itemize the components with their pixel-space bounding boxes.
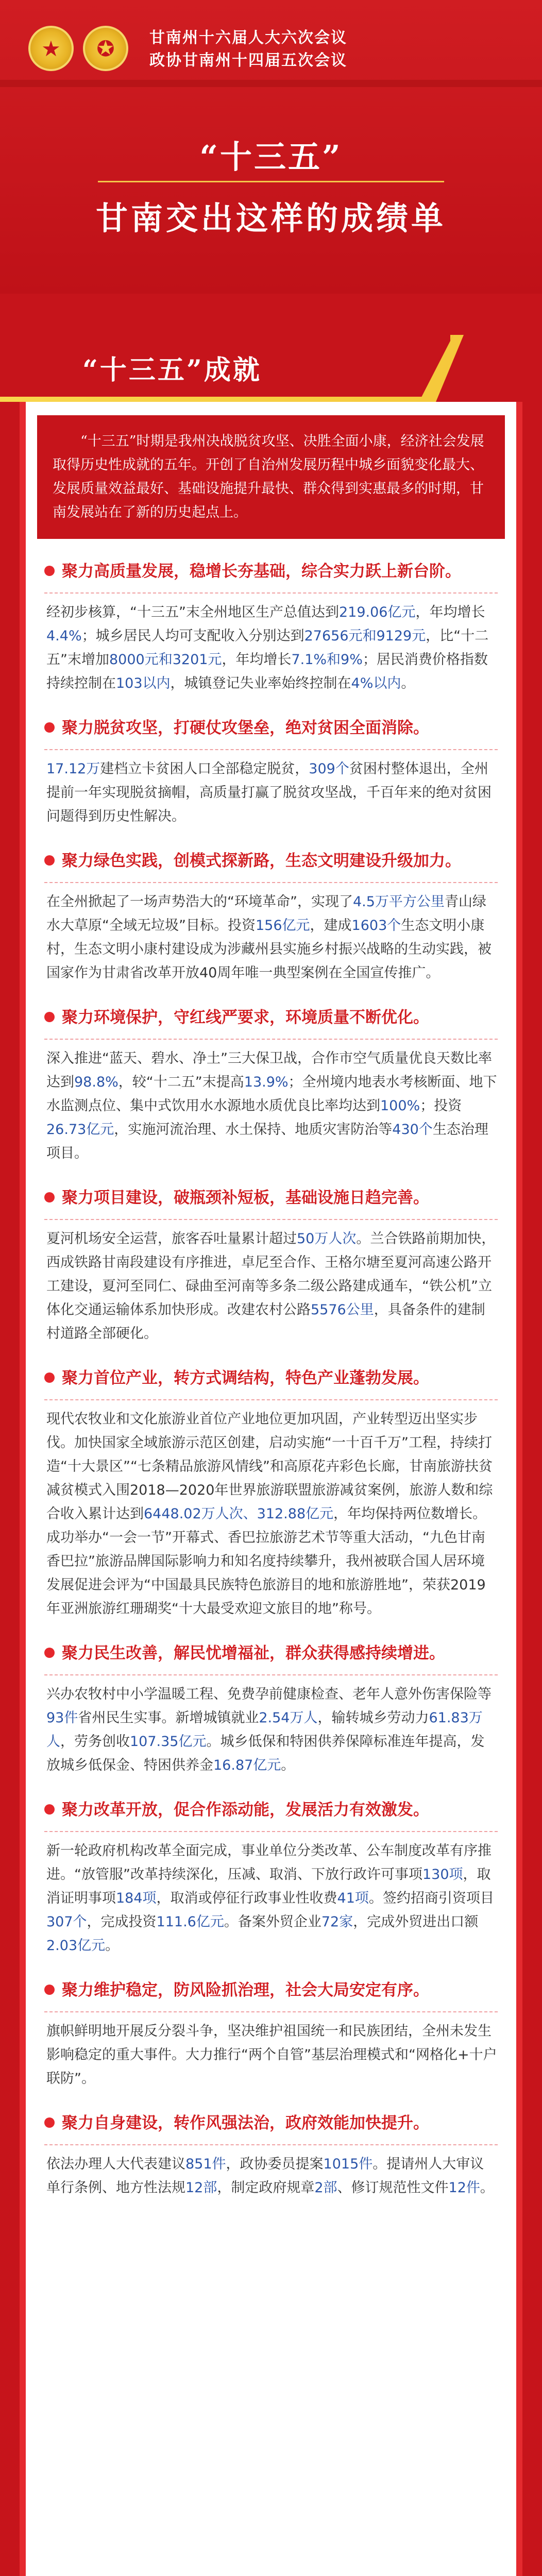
body-text: ，实施河流治理、水土保持、地质灾害防治等	[114, 1122, 393, 1138]
highlighted-figure: 5576公里	[311, 1302, 374, 1318]
body-text: ，年均增长	[222, 652, 292, 668]
highlighted-figure: 1603个	[351, 918, 401, 934]
header	[0, 0, 542, 294]
body-text: 依法办理人大代表建议	[46, 2156, 185, 2172]
bullet-dot-icon	[44, 1804, 55, 1815]
section-divider	[44, 1831, 498, 1832]
highlighted-figure: 219.06亿元	[338, 604, 416, 620]
bullet-dot-icon	[44, 2117, 55, 2128]
bullet-dot-icon	[44, 1012, 55, 1022]
section-divider	[44, 1399, 498, 1400]
highlighted-figure: 103以内	[116, 675, 171, 691]
section-heading	[44, 1978, 498, 2002]
section-title: 聚力民生改善，解民忧增福祉，群众获得感持续增进。	[62, 1644, 445, 1663]
highlighted-figure: 107.35亿元	[130, 1734, 207, 1750]
body-text: ，取消证明事项	[46, 1867, 491, 1906]
section-title: 聚力环境保护，守红线严要求，环境质量不断优化。	[62, 1008, 429, 1027]
achievement-section	[26, 1366, 516, 1621]
achievement-section	[26, 1798, 516, 1958]
body-text: 。备案外贸企业	[224, 1914, 321, 1930]
body-text: 贫困村整体退出，全州提前一年实现脱贫摘帽，高质量打赢了脱贫攻坚战，千百年来的绝对贫困问题得到历史性解决。	[46, 761, 492, 824]
conference-line-1: 甘南州十六届人大六次会议	[149, 29, 347, 47]
body-text: ，政协委员提案	[226, 2156, 324, 2172]
highlighted-figure: 93件	[46, 1710, 78, 1726]
highlighted-figure: 72家	[321, 1914, 353, 1930]
highlighted-figure: 2.54万人	[259, 1710, 318, 1726]
body-text: 经初步核算，“十三五”末全州地区生产总值达到	[46, 604, 339, 620]
highlighted-figure: 430个	[392, 1122, 433, 1138]
body-text: ；城乡居民人均可支配收入分别达到	[81, 628, 304, 644]
section-body	[44, 890, 498, 985]
section-divider	[44, 592, 498, 594]
highlighted-figure: 41项	[337, 1890, 369, 1906]
body-text: ，年均保持两位数增长。成功举办“一会一节”开幕式、香巴拉旅游艺术节等重大活动，“九色甘南香巴拉”旅游品牌国际影响力和知名度持续攀升，我州被联合国人居环境发展促进会评为“中国最具民族特色旅游目的地和旅游胜地”，荣获2019年亚洲旅游红珊瑚奖“十大最受欢迎文旅目的地”称号。	[46, 1506, 487, 1617]
conference-line-2: 政协甘南州十四届五次会议	[149, 52, 347, 70]
highlighted-figure: 4.4%	[46, 628, 82, 644]
title-divider	[98, 181, 444, 182]
body-text: 生态治理项目。	[46, 1122, 488, 1161]
highlighted-figure: 851件	[185, 2156, 226, 2172]
bullet-dot-icon	[44, 1192, 55, 1202]
highlighted-figure: 98.8%	[74, 1074, 118, 1090]
section-body	[44, 757, 498, 828]
highlighted-figure: 16.87亿元	[213, 1757, 281, 1773]
body-text: 、修订规范性文件	[337, 2180, 449, 2196]
body-text: 。	[401, 675, 415, 691]
section-body	[44, 601, 498, 696]
highlighted-figure: 156亿元	[255, 918, 310, 934]
highlighted-figure: 307个	[46, 1914, 87, 1930]
section-title: 聚力首位产业，转方式调结构，特色产业蓬勃发展。	[62, 1369, 429, 1387]
achievement-section	[26, 1978, 516, 2091]
highlighted-figure: 6448.02万人次、312.88亿元	[144, 1506, 334, 1522]
body-text: ，劳务创收	[60, 1734, 130, 1750]
body-text: 。	[281, 1757, 295, 1773]
body-text: ，制定政府规章	[217, 2180, 315, 2196]
highlighted-figure: 8000元和3201元	[109, 652, 222, 668]
highlighted-figure: 111.6亿元	[156, 1914, 224, 1930]
highlighted-figure: 100%	[380, 1098, 420, 1114]
highlighted-figure: 17.12万	[46, 761, 100, 777]
body-text: 。提请州人大审议单行条例、地方性法规	[46, 2156, 484, 2196]
achievement-section	[26, 1641, 516, 1777]
section-divider	[44, 749, 498, 750]
highlighted-figure: 50万人次	[297, 1231, 357, 1247]
highlighted-figure: 1015件	[323, 2156, 373, 2172]
main-title-line-2: 甘南交出这样的成绩单	[95, 199, 446, 237]
header-stripe	[0, 80, 542, 87]
achievement-section	[26, 1006, 516, 1165]
section-divider	[44, 2144, 498, 2145]
section-body	[44, 1227, 498, 1346]
section-divider	[44, 2011, 498, 2012]
highlighted-figure: 27656元和9129元	[304, 628, 426, 644]
section-body	[44, 1047, 498, 1165]
body-text: 省州民生实事。新增城镇就业	[78, 1710, 259, 1726]
highlighted-figure: 7.1%和9%	[291, 652, 363, 668]
body-text: ，具备条件的建制村道路全部硬化。	[46, 1302, 485, 1342]
section-heading	[44, 1186, 498, 1210]
body-text: ，较“十二五”末提高	[118, 1074, 244, 1090]
section-title: 聚力项目建设，破瓶颈补短板，基础设施日趋完善。	[62, 1189, 429, 1207]
body-text: 在全州掀起了一场声势浩大的“环境革命”，实现了	[46, 894, 353, 910]
section-title: 聚力绿色实践，创模式探新路，生态文明建设升级加力。	[62, 852, 461, 870]
body-text: ，年均增长	[415, 604, 485, 620]
body-text: 。兰合铁路前期加快，西成铁路甘南段建设有序推进，卓尼至合作、王格尔塘至夏河高速公路开工建设，夏河至同仁、碌曲至河南等多条二级公路建成通车，“铁公机”立体化交通运输体系加快形成。改建农村公路	[46, 1231, 496, 1318]
body-text: 青山绿水大草原“全域无垃圾”目标。投资	[46, 894, 486, 934]
section-divider	[44, 1219, 498, 1220]
section-body	[44, 2020, 498, 2091]
bullet-dot-icon	[44, 1648, 55, 1658]
emblems	[28, 26, 128, 71]
section-divider	[44, 1039, 498, 1040]
achievement-section	[26, 716, 516, 828]
body-text: 生态文明小康村，生态文明小康村建设成为涉藏州县实施乡村振兴战略的生动实践，被国家作为甘肃省改革开放40周年唯一典型案例在全国宣传推广。	[46, 918, 492, 981]
sections-list	[26, 560, 516, 2200]
body-text: 现代农牧业和文化旅游业首位产业地位更加巩固，产业转型迈出坚实步伐。加快国家全域旅游示范区创建，启动实施“一十百千万”工程，持续打造“十大景区”“七条精品旅游风情线”和高原花卉彩色长廊，甘南旅游扶贫减贫模式入围2018—2020年世界旅游联盟旅游减贫案例，旅游人数和综合收入累计达到	[46, 1411, 493, 1522]
highlighted-figure: 4.5万平方公里	[352, 894, 445, 910]
body-text: 旗帜鲜明地开展反分裂斗争，坚决维护祖国统一和民族团结，全州未发生影响稳定的重大事件。大力推行“两个自管”基层治理模式和“网格化+十户联防”。	[46, 2023, 497, 2087]
highlighted-figure: 61.83万人	[46, 1710, 483, 1750]
achievement-section	[26, 560, 516, 696]
highlighted-figure: 309个	[309, 761, 349, 777]
national-emblem-icon: ★	[28, 26, 74, 71]
body-text: ，建成	[310, 918, 352, 934]
cppcc-emblem-icon: ✪	[83, 26, 128, 71]
section-heading	[44, 716, 498, 740]
section-heading	[44, 1798, 498, 1822]
main-title	[0, 131, 542, 239]
section-title: 聚力高质量发展，稳增长夯基础，综合实力跃上新台阶。	[62, 562, 461, 581]
section-heading	[44, 1006, 498, 1029]
body-text: ，比“十二五”末增加	[46, 628, 489, 668]
section-title: 聚力改革开放，促合作添动能，发展活力有效激发。	[62, 1801, 429, 1819]
section-body	[44, 1408, 498, 1621]
body-text: 夏河机场安全运营，旅客吞吐量累计超过	[46, 1231, 297, 1247]
body-text: ；全州境内地表水考核断面、地下水监测点位、集中式饮用水水源地水质优良比率均达到	[46, 1074, 497, 1114]
achievement-section	[26, 849, 516, 985]
highlighted-figure: 13.9%	[244, 1074, 289, 1090]
highlighted-figure: 4%以内	[351, 675, 401, 691]
section-title: 聚力维护稳定，防风险抓治理，社会大局安定有序。	[62, 1981, 429, 1999]
section-heading	[44, 849, 498, 873]
section-divider	[44, 1674, 498, 1675]
body-text: 新一轮政府机构改革全面完成，事业单位分类改革、公车制度改革有序推进。“放管服”改革持续深化，压减、取消、下放行政许可事项	[46, 1843, 492, 1883]
body-text: ，完成外贸进出口额	[353, 1914, 479, 1930]
section-body	[44, 1683, 498, 1777]
body-text: 。	[105, 1938, 120, 1954]
body-text: 建档立卡贫困人口全部稳定脱贫，	[100, 761, 309, 777]
highlighted-figure: 184项	[116, 1890, 157, 1906]
main-title-line-1: “十三五”	[199, 138, 343, 176]
section-heading	[44, 560, 498, 583]
body-text: 。签约招商引资项目	[368, 1890, 494, 1906]
highlighted-figure: 2.03亿元	[46, 1938, 106, 1954]
bullet-dot-icon	[44, 1985, 55, 1995]
section-heading	[44, 1366, 498, 1390]
section-banner-label: “十三五”成就	[82, 354, 262, 386]
highlighted-figure: 12件	[448, 2180, 480, 2196]
body-text: 兴办农牧村中小学温暖工程、免费孕前健康检查、老年人意外伤害保险等	[46, 1686, 492, 1702]
achievement-section	[26, 2111, 516, 2200]
bullet-dot-icon	[44, 722, 55, 733]
body-text: ；居民消费价格指数持续控制在	[46, 652, 488, 691]
bullet-dot-icon	[44, 855, 55, 866]
highlighted-figure: 130项	[422, 1867, 463, 1883]
section-title: 聚力脱贫攻坚，打硬仗攻堡垒，绝对贫困全面消除。	[62, 719, 429, 737]
achievement-section	[26, 1186, 516, 1346]
body-text: 。城乡低保和特困供养保障标准连年提高，发放城乡低保金、特困供养金	[46, 1734, 485, 1773]
bullet-dot-icon	[44, 566, 55, 576]
body-text: ，城镇登记失业率始终控制在	[170, 675, 351, 691]
body-text: ，输转城乡劳动力	[317, 1710, 429, 1726]
body-text: 。	[480, 2180, 494, 2196]
section-divider	[44, 882, 498, 883]
section-body	[44, 2153, 498, 2200]
highlighted-figure: 2部	[314, 2180, 337, 2196]
body-text: ，完成投资	[87, 1914, 157, 1930]
body-text: 深入推进“蓝天、碧水、净土”三大保卫战，合作市空气质量优良天数比率达到	[46, 1050, 492, 1090]
bullet-dot-icon	[44, 1372, 55, 1383]
conference-titles	[149, 27, 347, 72]
section-title: 聚力自身建设，转作风强法治，政府效能加快提升。	[62, 2114, 429, 2132]
content-panel	[20, 402, 522, 2576]
section-heading	[44, 2111, 498, 2135]
intro-text: “十三五”时期是我州决战脱贫攻坚、决胜全面小康，经济社会发展取得历史性成就的五年。开创了自治州发展历程中城乡面貌变化最大、发展质量效益最好、基础设施提升最快、群众得到实惠最多的时期，甘南发展站在了新的历史起点上。	[37, 415, 505, 539]
highlighted-figure: 26.73亿元	[46, 1122, 114, 1138]
section-body	[44, 1839, 498, 1958]
section-heading	[44, 1641, 498, 1665]
highlighted-figure: 12部	[185, 2180, 217, 2196]
body-text: ；投资	[420, 1098, 462, 1114]
body-text: ，取消或停征行政事业性收费	[156, 1890, 337, 1906]
